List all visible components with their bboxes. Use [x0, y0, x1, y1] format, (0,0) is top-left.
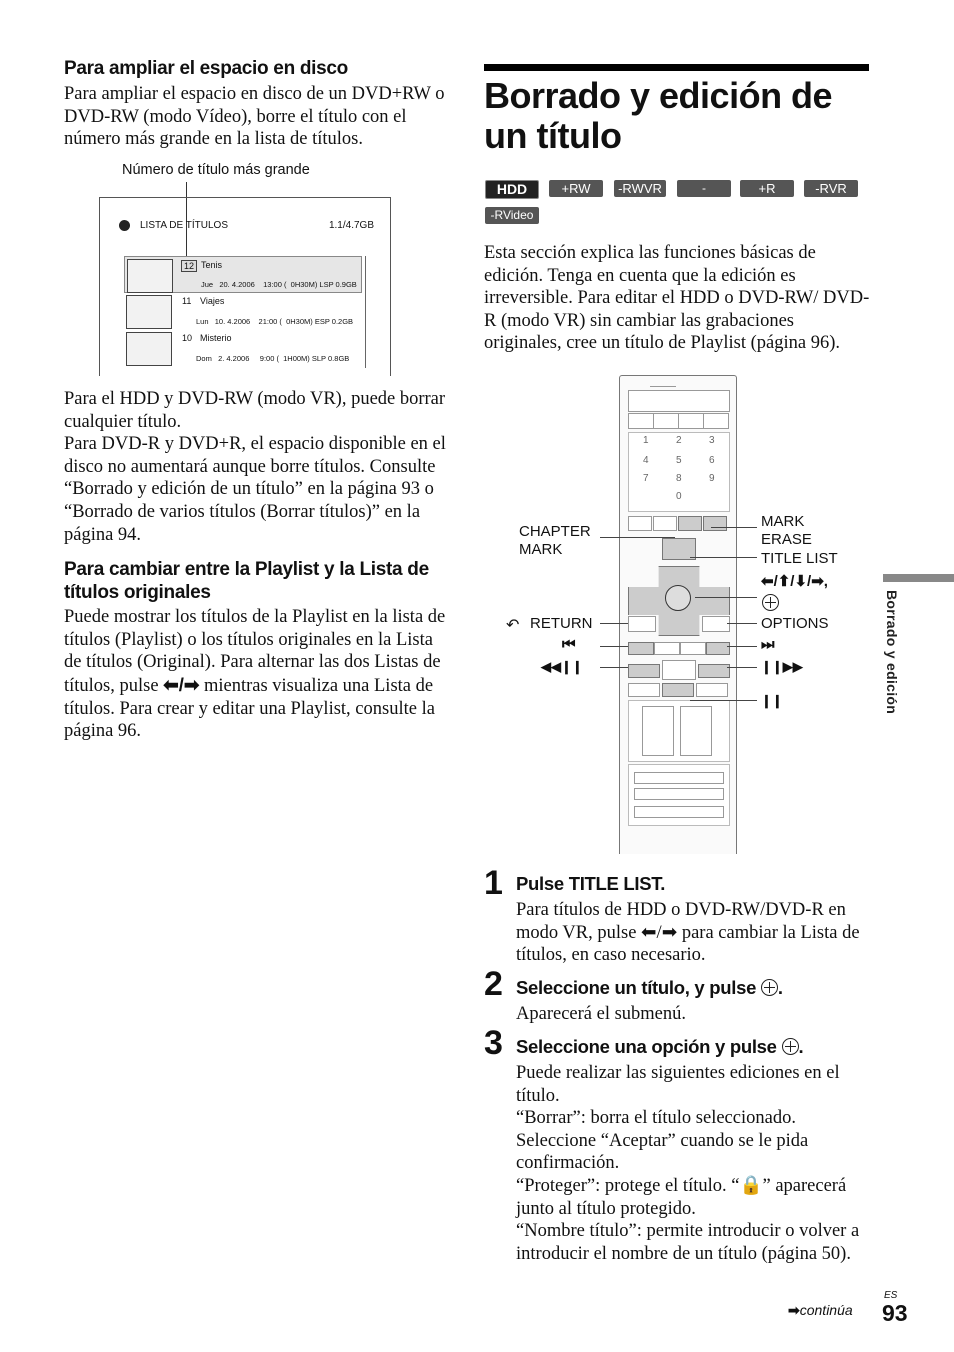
title-name: Tenis: [201, 260, 223, 270]
left-column: [64, 58, 452, 151]
page-number: 93: [882, 1300, 908, 1326]
label-fwd: ❙❙▶▶: [761, 659, 803, 674]
stop-key[interactable]: [696, 683, 728, 697]
number-pad: 1 2 3 4 5 6 7 8 9 0: [628, 432, 730, 512]
paragraph: Para DVD-R y DVD+R, el espacio disponible en el disco no aumentará aunque borre títulos. Consulte “Borrado y edición de un título” en la página 93 o “Borrado de varios títulos (Borrar títulos)” en la página 94.: [64, 434, 446, 545]
remote-key[interactable]: [654, 642, 680, 655]
remote-key[interactable]: [628, 683, 660, 697]
page-title: Borrado y edición de un título: [484, 75, 833, 156]
paragraph: Puede mostrar los títulos de la Playlist en la lista de títulos (Playlist) o los títulos originales en la Lista de títulos (Original). Para alternar las dos Listas de títulos, pulse ⬅/➡ mientras visualiza una Lista de títulos. Para crear y editar una Playlist, consulte la página 96.: [64, 607, 446, 742]
title-name: Misterio: [200, 333, 232, 343]
leader-line: [727, 646, 757, 647]
label-return: RETURN: [530, 615, 593, 632]
label-rew: ◀◀❙❙: [541, 659, 583, 674]
badge-plus-rw: +RW: [549, 180, 603, 197]
continues-note: ➡continúa: [788, 1302, 853, 1318]
leader-line: [600, 623, 628, 624]
enter-icon: [762, 594, 779, 614]
step-number: 2: [484, 965, 503, 1003]
leader-line: [711, 527, 757, 528]
forward-key[interactable]: [698, 664, 730, 678]
section-heading-space: Para ampliar el espacio en disco: [64, 58, 348, 79]
remote-key[interactable]: [653, 516, 677, 531]
title-row[interactable]: [124, 256, 362, 293]
scrollbar[interactable]: [365, 256, 366, 368]
chapter-tab: [883, 574, 954, 582]
step-heading: Seleccione un título, y pulse .: [516, 977, 783, 998]
return-icon: ↶: [506, 617, 520, 634]
thumbnail-mystery: [126, 332, 172, 366]
options-key[interactable]: [702, 616, 730, 632]
chapter-tab-label: Borrado y edición: [884, 590, 900, 715]
chapter-mark-key[interactable]: [678, 516, 702, 531]
badge-rw-video: -RWVideo: [678, 181, 730, 212]
label-title-list: TITLE LIST: [761, 550, 838, 567]
label-options: OPTIONS: [761, 615, 829, 632]
paragraph: Para el HDD y DVD-RW (modo VR), puede borrar cualquier título.: [64, 389, 446, 432]
title-info: Dom 2. 4.2006 9:00 ( 1H00M) SLP 0.8GB: [196, 354, 350, 363]
badge-r-vr: -RVR: [804, 180, 858, 197]
enter-icon: [782, 1038, 799, 1055]
thumbnail-tennis: [127, 259, 173, 293]
remote-key[interactable]: [653, 413, 679, 429]
step-body: Puede realizar las siguientes ediciones en el título. “Borrar”: borra el título seleccionado. Seleccione “Aceptar” cuando se le pida confirmación. “Proteger”: protege el título. “🔒” aparecerá junto al título protegido. “Nombre título”: permite introducir o volver a introducir el nombre de un título (página 50).: [516, 1063, 860, 1264]
title-name: Viajes: [200, 296, 225, 306]
remote-key-row[interactable]: [634, 806, 724, 818]
badge-plus-r: +R: [740, 180, 794, 197]
channel-rocker[interactable]: [680, 706, 712, 756]
step-number: 3: [484, 1024, 503, 1062]
leader-line: [690, 557, 757, 558]
title-rule: [484, 64, 869, 71]
remote-key[interactable]: [628, 413, 654, 429]
label-next: ⏭: [761, 636, 775, 653]
section-heading-playlist: Para cambiar entre la Playlist y la Lista de títulos originales: [64, 559, 429, 604]
disc-badges: [484, 180, 874, 230]
remote-key[interactable]: [628, 516, 652, 531]
language-code: ES: [884, 1290, 898, 1301]
label-arrows: ⬅/⬆/⬇/➡,: [761, 573, 828, 590]
remote-control: [619, 375, 737, 854]
remote-key[interactable]: [678, 413, 704, 429]
leader-line: [600, 667, 628, 668]
enter-icon: [761, 979, 778, 996]
badge-rw-vr: -RWVR: [614, 180, 666, 197]
section-body-space: Para ampliar el espacio en disco de un DVD+RW o DVD-RW (modo Vídeo), borre el título con el número más grande en la lista de títulos.: [64, 84, 445, 150]
remote-top-row[interactable]: [628, 390, 730, 412]
label-prev: ⏮: [562, 636, 576, 653]
title-row[interactable]: [124, 330, 360, 365]
remote-slot: [650, 386, 676, 387]
step-number: 1: [484, 864, 503, 902]
badge-r-video: -RVideo: [485, 207, 539, 224]
leader-line: [727, 623, 757, 624]
title-list-screen: [99, 197, 391, 376]
leader-line: [600, 646, 628, 647]
title-list-header: LISTA DE TÍTULOS: [140, 220, 228, 231]
capacity-readout: 1.1/4.7GB: [328, 220, 374, 231]
label-mark-erase: MARK ERASE: [761, 513, 812, 548]
remote-key[interactable]: [680, 642, 706, 655]
title-info: Jue 20. 4.2006 13:00 ( 0H30M) LSP 0.9GB: [201, 280, 357, 289]
return-key[interactable]: [628, 616, 656, 632]
step-body: Para títulos de HDD o DVD-RW/DVD-R en modo VR, pulse ⬅/➡ para cambiar la Lista de títulos, en caso necesario.: [516, 900, 860, 966]
leader-line: [690, 700, 757, 701]
enter-button[interactable]: [665, 585, 691, 611]
label-pause: ❙❙: [761, 693, 783, 708]
step-body: Aparecerá el submenú.: [516, 1004, 687, 1024]
badge-hdd: HDD: [485, 180, 539, 199]
label-chapter-mark: CHAPTER MARK: [519, 523, 591, 558]
prev-key[interactable]: [628, 642, 654, 655]
play-key[interactable]: [662, 660, 696, 680]
color-key-row[interactable]: [634, 772, 724, 784]
leader-line: [600, 537, 675, 538]
disc-icon: [119, 220, 130, 231]
pause-key[interactable]: [662, 683, 694, 697]
remote-key[interactable]: [703, 413, 729, 429]
title-number: 12: [181, 260, 197, 272]
left-body-text: [64, 388, 452, 743]
thumbnail-travel: [126, 295, 172, 329]
title-number: 11: [182, 296, 192, 306]
step-heading: Pulse TITLE LIST.: [516, 873, 666, 894]
leader-line: [727, 667, 757, 668]
volume-rocker[interactable]: [642, 706, 674, 756]
title-info: Lun 10. 4.2006 21:00 ( 0H30M) ESP 0.2GB: [196, 317, 354, 326]
title-number: 10: [182, 333, 193, 343]
mark-erase-key[interactable]: [703, 516, 727, 531]
rewind-key[interactable]: [628, 664, 660, 678]
intro-paragraph: Esta sección explica las funciones básicas de edición. Tenga en cuenta que la edición es irreversible. Para editar el HDD o DVD-RW/ DVD-R (modo VR) sin cambiar las grabaciones originales, cree un título de Playlist (página 96).: [484, 243, 870, 354]
leader-line: [695, 597, 757, 598]
step-heading: Seleccione una opción y pulse .: [516, 1036, 804, 1057]
figure-caption: Número de título más grande: [122, 162, 310, 178]
next-key[interactable]: [706, 642, 730, 655]
remote-key-row[interactable]: [634, 788, 724, 800]
title-row[interactable]: [124, 293, 360, 328]
